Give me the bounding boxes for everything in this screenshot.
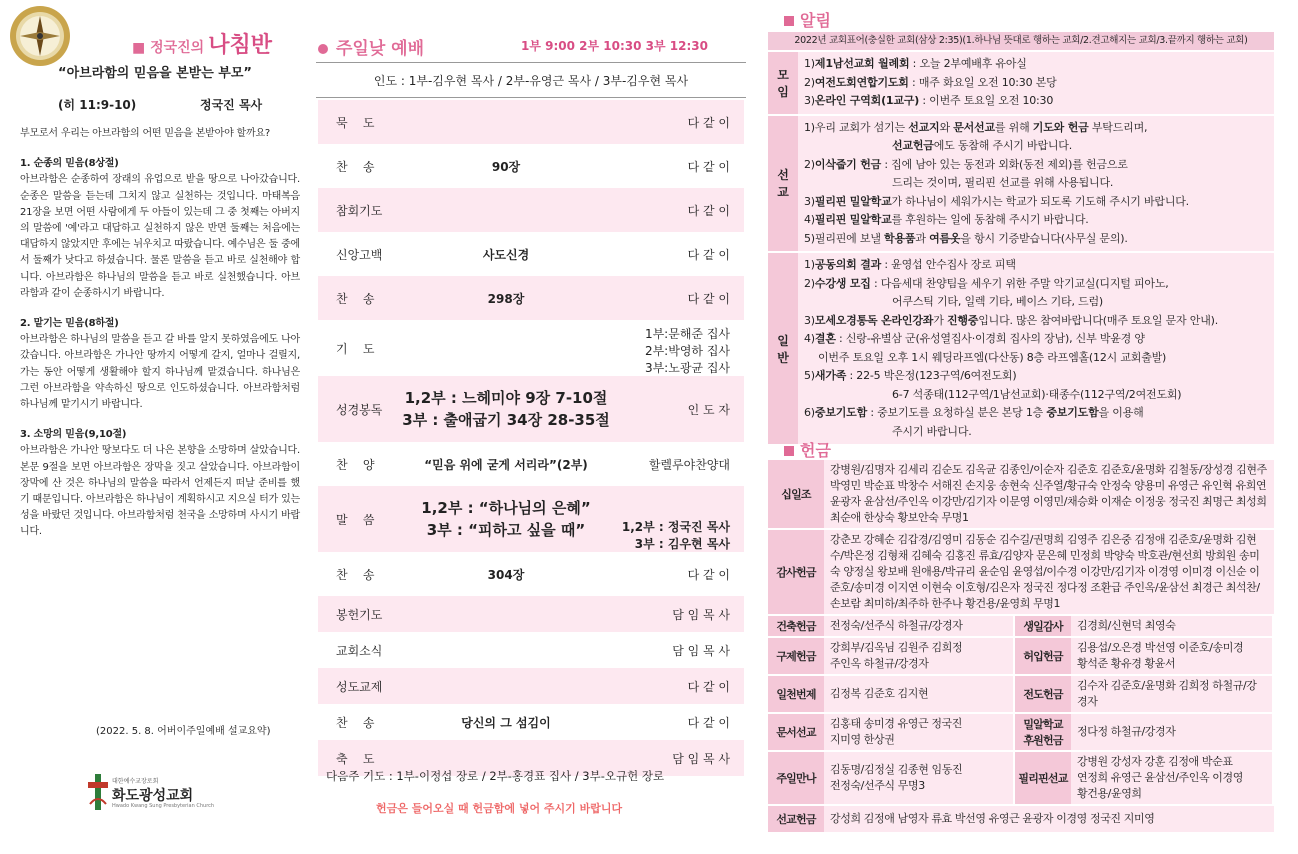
text-line: 김홍태 송미경 유영근 정국진	[830, 717, 963, 730]
order-row	[318, 144, 744, 188]
order-label: 기 도	[336, 341, 375, 356]
order-item	[378, 486, 634, 552]
text-line: 주일만나	[776, 772, 816, 785]
notices-heading	[784, 8, 831, 31]
text-line: 생일감사	[1023, 620, 1063, 633]
text-line: 전도헌금	[1023, 688, 1063, 701]
text-line: 2부:박영하 집사	[644, 344, 730, 358]
order-leader: 담 임 목 사	[672, 751, 730, 766]
order-leader: 다 같 이	[687, 247, 730, 262]
text-line: 김정복 김준호 김지현	[830, 687, 929, 700]
text-line: 김경희/신현덕 최영숙	[1077, 619, 1176, 632]
offering-row	[768, 530, 1274, 614]
order-row	[318, 668, 744, 704]
order-row	[318, 320, 744, 376]
order-item	[378, 442, 634, 486]
worship-title-text: 주일낮 예배	[336, 39, 425, 59]
text-line: 일	[777, 333, 789, 348]
sermon-column-heading	[132, 28, 272, 59]
notice-category	[768, 52, 798, 114]
sermon-intro: 부모로서 우리는 아브라함의 어떤 믿음을 본받아야 할까요?	[20, 128, 271, 139]
text-line: 모	[777, 67, 789, 82]
order-label: 찬 송	[336, 159, 375, 174]
order-leader	[645, 320, 730, 376]
notice-line: 4)결혼 : 신랑-유별삼 군(유성열집사·이경희 집사의 장남), 신부 박윤경 양	[804, 332, 1145, 345]
text-line: 3부 : 출애굽기 34장 28-35절	[402, 411, 610, 429]
text-line: 필리핀선교	[1018, 772, 1068, 785]
order-leader	[622, 486, 730, 552]
order-item	[378, 704, 634, 740]
point-text: 아브라함은 순종하여 장래의 유업으로 받을 땅으로 나아갔습니다. 순종은 말씀을 듣는데 그치지 않고 실천하는 것입니다. 마태복음 21장을 보면 어떤 사람에게 두 아들이 있는데 그 중 첫째는 아버지의 말씀에 '예'라고 대답하고 실천하지 않은 반면 둘째는 처음에는 대답하지 않았지만 후에는 뉘우치고 따랐습니다. 예수님은 둘 중에서 둘째가 낫다고 하셨습니다. 물론 말씀을 듣고 바로 실천해야 합니다. 아브라함은 하나님의 말씀을 듣고 바로 실천했습니다. 아브라함과 같이 순종하시기 바랍니다.	[20, 174, 300, 299]
order-leader: 담 임 목 사	[672, 643, 730, 658]
order-leader: 다 같 이	[687, 203, 730, 218]
order-row	[318, 188, 744, 232]
text-line: 전정숙/선주식 하철규/강경자	[830, 619, 963, 632]
notice-line: 이번주 토요일 오후 1시 웨딩라프엠(다산동) 8층 라프엠홀(12시 교회출발)	[818, 350, 1167, 364]
offering-category	[768, 714, 824, 750]
church-logo	[88, 770, 248, 816]
next-week-prayer: 다음주 기도 : 1부-이정섭 장로 / 2부-홍경표 집사 / 3부-오규헌 장로	[326, 769, 665, 783]
text-line: 황석준 황유경 황윤서	[1077, 657, 1176, 670]
notice-body	[798, 253, 1274, 444]
offering-category	[768, 638, 824, 674]
sermon-author: 정국진 목사	[200, 98, 263, 112]
order-label: 축 도	[336, 751, 375, 766]
offering-category	[1015, 616, 1071, 636]
notice-line: 3)온라인 구역회(1교구) : 이번주 토요일 오전 10:30	[804, 94, 1054, 107]
worship-title	[318, 34, 424, 59]
point-text: 아브라함은 하나님의 말씀을 듣고 갈 바를 알지 못하였음에도 나아갔습니다. 아브라함은 가나안 땅까지 어떻게 갈지, 얼마나 걸릴지, 가는 동안 어떻게 생활해야 할지 하나님께 맡겼습니다. 하나님은 그런 아브라함을 약속하신 땅으로 인도하셨습니다. 아브라함처럼 하나님께 맡기시기 바랍니다.	[20, 334, 300, 411]
offering-names	[824, 638, 1013, 674]
notice-category	[768, 253, 798, 444]
notice-group	[768, 116, 1274, 252]
text-line: “믿음 위에 굳게 서리라”(2부)	[424, 457, 588, 472]
order-label: 찬 송	[336, 567, 375, 582]
notice-line: 6)중보기도함 : 중보기도를 요청하실 분은 본당 1층 중보기도함을 이용해	[804, 406, 1144, 419]
text-line: 304장	[487, 567, 525, 582]
offering-row	[768, 638, 1274, 674]
text-line: 구제헌금	[776, 650, 816, 663]
order-leader: 다 같 이	[687, 159, 730, 174]
order-label: 신앙고백	[336, 247, 383, 262]
text-line: 전정숙/선주식 무명3	[830, 779, 925, 792]
order-item	[378, 232, 634, 276]
text-line: 연정희 유영근 윤삼선/주인옥 이경영	[1077, 771, 1243, 784]
church-motto-banner: 2022년 교회표어(충실한 교회(삼상 2:35)(1.하나님 뜻대로 행하는 교회/2.견고해지는 교회/3.끝까지 행하는 교회)	[768, 32, 1274, 50]
notice-line: 2)이삭줍기 헌금 : 집에 남아 있는 동전과 외화(동전 제외)를 헌금으로	[804, 157, 1128, 171]
notice-line: 6-7 석종태(112구역/1남선교회)·태종수(112구역/2여전도회)	[892, 387, 1182, 401]
notice-line: 2)여전도회연합기도회 : 매주 화요일 오전 10:30 본당	[804, 75, 1057, 89]
offering-names: 강춘모 강혜순 김갑경/김영미 김동순 김수길/권명희 김영주 김은중 김정애 김준호/윤명화 김현수/박은정 김형채 김혜숙 김홍진 류효/김양자 문은혜 민정희 박양숙 박호관/현선희 방희원 송미숙 양정실 왕보배 원애용/박규리 윤순임 윤영섭/이수경 이강만/김기자 이경영 이미경 이신순 이준호/송미경 이지연 이현숙 이호형/김은자 정국진 정다정 조환급 주인옥/윤삼선 최경근 최석찬/손보람 최미하/최주하 한주나 황건용/윤영희 무명1	[824, 530, 1274, 614]
sermon-point	[20, 156, 300, 302]
offering-names	[824, 676, 1013, 712]
sermon-reference: (히 11:9-10)	[58, 98, 137, 112]
notice-line: 5)필리핀에 보낼 학용품과 여름옷을 항시 기증받습니다(사무실 문의).	[804, 231, 1128, 245]
order-label: 참회기도	[336, 203, 383, 218]
order-label: 성도교제	[336, 679, 383, 694]
order-leader: 담 임 목 사	[672, 607, 730, 622]
offering-names	[1071, 638, 1272, 674]
church-name-english: Hwado Kwang Sung Presbyterian Church	[112, 803, 215, 809]
notice-line: 1)공동의회 결과 : 윤영섭 안수집사 장로 피택	[804, 258, 1016, 271]
offering-category: 선교헌금	[768, 806, 824, 832]
church-name: 화도광성교회	[112, 788, 194, 804]
notice-line: 주시기 바랍니다.	[892, 424, 972, 438]
sermon-body	[20, 126, 300, 555]
offering-names	[824, 616, 1013, 636]
order-label: 찬 양	[336, 457, 375, 472]
text-line: 김동명/김정실 김종현 임동진	[830, 763, 963, 776]
offering-category	[1015, 752, 1071, 804]
offering-category	[1015, 714, 1071, 750]
order-label: 봉헌기도	[336, 607, 383, 622]
text-line: 선	[777, 168, 789, 183]
order-label: 말 씀	[336, 512, 375, 527]
text-line: 3부 : “피하고 싶을 때”	[426, 521, 586, 539]
notice-group	[768, 253, 1274, 444]
notice-line: 2)수강생 모집 : 다음세대 찬양팀을 세우기 위한 주말 악기교실(디지털 피아노,	[804, 276, 1169, 290]
order-label: 교회소식	[336, 643, 383, 658]
notice-body	[798, 116, 1274, 252]
text-line: 황건용/윤영희	[1077, 787, 1142, 800]
text-line: 1,2부 : 느헤미야 9장 7-10절	[404, 389, 608, 407]
point-text: 아브라함은 가나안 땅보다도 더 나은 본향을 소망하며 살았습니다. 본문 9절을 보면 아브라함은 장막을 짓고 살았습니다. 아브라함이 장막에 산 것은 하나님의 말씀을 따라서 언제든지 떠날 준비를 했기 때문입니다. 아브라함은 하나님이 계획하시고 지으실 터가 있는 성을 바랐던 것입니다. 아브라함처럼 천국을 소망하며 사시기 바랍니다.	[20, 445, 300, 538]
column-title: 나침반	[208, 33, 272, 58]
denomination-label: 대한예수교장로회	[112, 778, 159, 785]
text-line: 당신의 그 섬김이	[461, 715, 551, 730]
notice-line: 3)모세오경통독 온라인강좌가 진행중입니다. 많은 참여바랍니다(매주 토요일 문자 안내).	[804, 313, 1219, 327]
order-row	[318, 376, 744, 442]
order-item	[378, 376, 634, 442]
order-label: 찬 송	[336, 291, 375, 306]
worship-column	[316, 0, 746, 854]
text-line: 지미영 한상권	[830, 733, 895, 746]
text-line: 강희부/김옥님 김원주 김희정	[830, 641, 963, 654]
offering-names	[1071, 616, 1272, 636]
notices-heading-text: 알림	[800, 11, 831, 30]
order-row	[318, 632, 744, 668]
text-line: 사도신경	[482, 247, 530, 262]
text-line: 건축헌금	[776, 620, 816, 633]
text-line: 1부:문해준 집사	[644, 327, 730, 341]
notice-line: 어쿠스틱 기타, 일렉 기타, 베이스 기타, 드럼)	[892, 295, 1104, 308]
notice-line: 1)제1남선교회 월례회 : 오늘 2부예배후 유아실	[804, 57, 1027, 70]
offering-row	[768, 676, 1274, 712]
point-heading: 3. 소망의 믿음(9,10절)	[20, 429, 127, 441]
order-label: 묵 도	[336, 115, 375, 130]
worship-preachers: 인도 : 1부-김우현 목사 / 2부-유영근 목사 / 3부-김우현 목사	[316, 62, 746, 98]
order-leader: 할렐루야찬양대	[648, 457, 730, 472]
point-heading: 1. 순종의 믿음(8상절)	[20, 158, 119, 170]
notice-line: 1)우리 교회가 섬기는 선교지와 문서선교를 위해 기도와 헌금 부탁드리며,	[804, 120, 1148, 134]
order-row	[318, 552, 744, 596]
offering-row	[768, 714, 1274, 750]
offering-category	[1015, 638, 1071, 674]
offerings-heading-text: 헌금	[800, 441, 831, 460]
offering-category: 감사헌금	[768, 530, 824, 614]
order-leader: 다 같 이	[687, 567, 730, 582]
order-label: 찬 송	[336, 715, 375, 730]
offering-category	[768, 676, 824, 712]
text-line: 1,2부 : “하나님의 은혜”	[421, 499, 591, 517]
offering-category: 십일조	[768, 460, 824, 528]
square-bullet-icon	[784, 16, 794, 26]
offering-names	[824, 752, 1013, 804]
offering-names: 강병원/김명자 김세리 김순도 김옥균 김종인/이순자 김준호 김준호/윤명화 김철동/장성경 김현주 박영민 박순표 박창수 서해진 손지웅 송현숙 신주열/황규숙 안정숙 양용미 유영근 유인혁 유희연 윤광자 윤삼선/주인옥 이강만/김기자 이문영 이영민/채승화 이재순 이정웅 정국진 최명근 최성희 최순애 한상숙 황보안숙 무명1	[824, 460, 1274, 528]
order-item	[378, 552, 634, 596]
notice-line: 5)새가족 : 22-5 박은정(123구역/6여전도회)	[804, 369, 1017, 382]
notice-line: 드리는 것이며, 필리핀 선교를 위해 사용됩니다.	[892, 176, 1114, 189]
notice-category	[768, 116, 798, 252]
order-item	[378, 144, 634, 188]
text-line: 정다정 하철규/강경자	[1077, 725, 1176, 738]
text-line: 김용섭/오은경 박선영 이준호/송미경	[1077, 641, 1244, 654]
text-line: 김수자 김준호/윤명화 김희정 하철규/강경자	[1077, 679, 1257, 708]
offering-category	[768, 616, 824, 636]
notice-line: 3)필리핀 밀알학교가 하나님이 세워가시는 학교가 되도록 기도해 주시기 바랍니다.	[804, 194, 1189, 208]
offerings-heading	[784, 438, 831, 461]
point-heading: 2. 맡기는 믿음(8하절)	[20, 318, 119, 330]
offering-row	[768, 806, 1274, 832]
offerings-table	[768, 460, 1274, 834]
text-line: 강병원 강성자 강훈 김정애 박순표	[1077, 755, 1233, 768]
text-line: 90장	[491, 159, 521, 174]
sermon-point	[20, 427, 300, 540]
order-item	[378, 276, 634, 320]
notice-line: 선교헌금에도 동참해 주시기 바랍니다.	[892, 139, 1073, 152]
text-line: 3부 : 김우현 목사	[634, 537, 730, 551]
order-row	[318, 486, 744, 552]
sermon-title: “아브라함의 믿음을 본받는 부모”	[58, 66, 252, 81]
worship-times: 1부 9:00 2부 10:30 3부 12:30	[521, 39, 708, 53]
order-row	[318, 442, 744, 486]
order-leader: 인 도 자	[687, 402, 730, 417]
order-leader: 다 같 이	[687, 679, 730, 694]
sermon-date-note: (2022. 5. 8. 어버이주일예배 설교요약)	[96, 726, 271, 737]
text-line: 허입헌금	[1023, 650, 1063, 663]
offering-row	[768, 460, 1274, 528]
offering-row	[768, 616, 1274, 636]
offering-category	[768, 752, 824, 804]
text-line: 밀알학교	[1023, 718, 1063, 731]
sermon-point	[20, 316, 300, 413]
offering-row	[768, 752, 1274, 804]
text-line: 임	[777, 84, 789, 99]
notices-table	[768, 52, 1274, 446]
bullet-dot-icon	[318, 44, 328, 54]
notice-body	[798, 52, 1274, 114]
text-line: 교	[777, 185, 789, 200]
offering-note: 헌금은 들어오실 때 헌금함에 넣어 주시기 바랍니다	[376, 802, 623, 815]
square-bullet-icon	[784, 446, 794, 456]
offering-names	[1071, 714, 1272, 750]
column-label: ■ 정국진의	[132, 40, 205, 56]
text-line: 1,2부 : 정국진 목사	[621, 520, 730, 534]
sermon-column	[0, 0, 310, 854]
offering-names	[824, 714, 1013, 750]
text-line: 주인옥 하철규/강경자	[830, 657, 929, 670]
text-line: 3부:노광균 집사	[644, 361, 730, 375]
text-line: 후원헌금	[1023, 734, 1063, 747]
worship-order-list	[318, 100, 744, 776]
order-row	[318, 232, 744, 276]
text-line: 298장	[487, 291, 525, 306]
offering-names	[1071, 752, 1272, 804]
notice-group	[768, 52, 1274, 114]
order-row	[318, 100, 744, 144]
offering-names: 강성희 김정애 남영자 류효 박선영 유영근 윤광자 이경영 정국진 지미영	[824, 806, 1274, 832]
text-line: 반	[777, 350, 789, 365]
order-leader: 다 같 이	[687, 715, 730, 730]
order-row	[318, 276, 744, 320]
offering-category	[1015, 676, 1071, 712]
order-leader: 다 같 이	[687, 291, 730, 306]
offering-names	[1071, 676, 1272, 712]
notices-column	[766, 0, 1276, 854]
cross-logo-icon	[88, 774, 108, 810]
order-row	[318, 596, 744, 632]
text-line: 일천번제	[776, 688, 816, 701]
notice-line: 4)필리핀 밀알학교를 후원하는 일에 동참해 주시기 바랍니다.	[804, 213, 1089, 226]
text-line: 문서선교	[776, 726, 816, 739]
order-row	[318, 704, 744, 740]
order-leader: 다 같 이	[687, 115, 730, 130]
order-label: 성경봉독	[336, 402, 383, 417]
